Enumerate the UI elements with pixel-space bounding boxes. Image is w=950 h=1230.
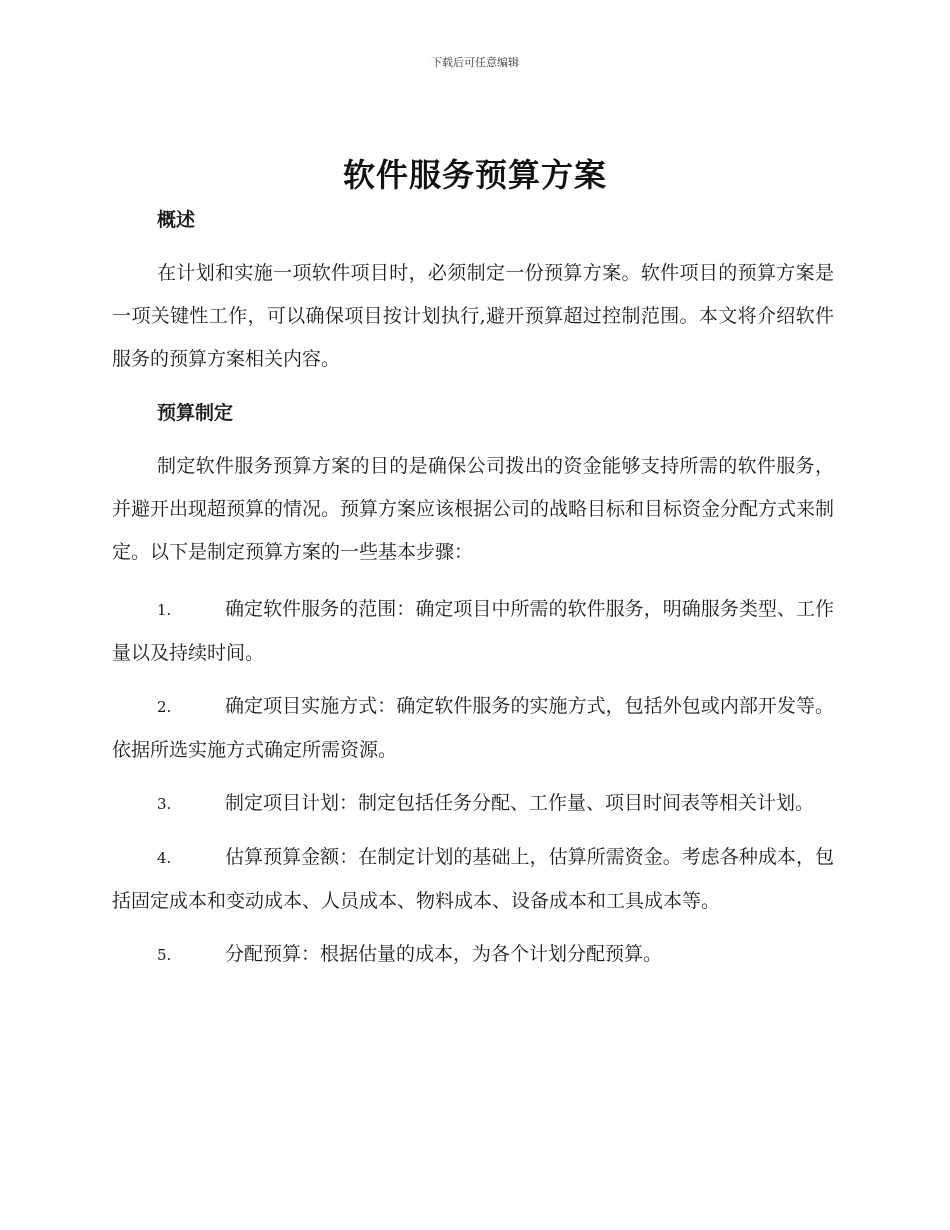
step-item xyxy=(112,588,834,675)
step-text: 确定软件服务的范围：确定项目中所需的软件服务，明确服务类型、工作量以及持续时间。 xyxy=(112,598,834,664)
document-body xyxy=(112,202,834,987)
section-heading-overview: 概述 xyxy=(157,209,196,231)
step-item xyxy=(112,782,834,826)
step-text: 分配预算：根据估量的成本，为各个计划分配预算。 xyxy=(225,943,663,965)
step-number: 5. xyxy=(157,946,172,964)
step-item xyxy=(112,836,834,923)
step-item xyxy=(112,685,834,772)
budget-paragraph: 制定软件服务预算方案的目的是确保公司拨出的资金能够支持所需的软件服务，并避开出现超预算的情况。预算方案应该根据公司的战略目标和目标资金分配方式来制定。以下是制定预算方案的一些基本步骤： xyxy=(112,455,835,563)
page-header-note: 下载后可任意编辑 xyxy=(431,56,519,69)
step-number: 4. xyxy=(157,849,172,867)
document-title: 软件服务预算方案 xyxy=(342,156,607,194)
overview-paragraph: 在计划和实施一项软件项目时，必须制定一份预算方案。软件项目的预算方案是一项关键性工作，可以确保项目按计划执行,避开预算超过控制范围。本文将介绍软件服务的预算方案相关内容。 xyxy=(112,262,834,370)
step-number: 1. xyxy=(157,601,172,619)
step-number: 3. xyxy=(157,795,172,813)
step-text: 估算预算金额：在制定计划的基础上，估算所需资金。考虑各种成本，包括固定成本和变动成本、人员成本、物料成本、设备成本和工具成本等。 xyxy=(112,846,834,912)
section-heading-budget: 预算制定 xyxy=(157,402,234,424)
step-text: 制定项目计划：制定包括任务分配、工作量、项目时间表等相关计划。 xyxy=(225,792,815,814)
step-number: 2. xyxy=(157,698,172,716)
step-item xyxy=(112,933,834,977)
step-text: 确定项目实施方式：确定软件服务的实施方式，包括外包或内部开发等。依据所选实施方式确定所需资源。 xyxy=(112,695,834,761)
